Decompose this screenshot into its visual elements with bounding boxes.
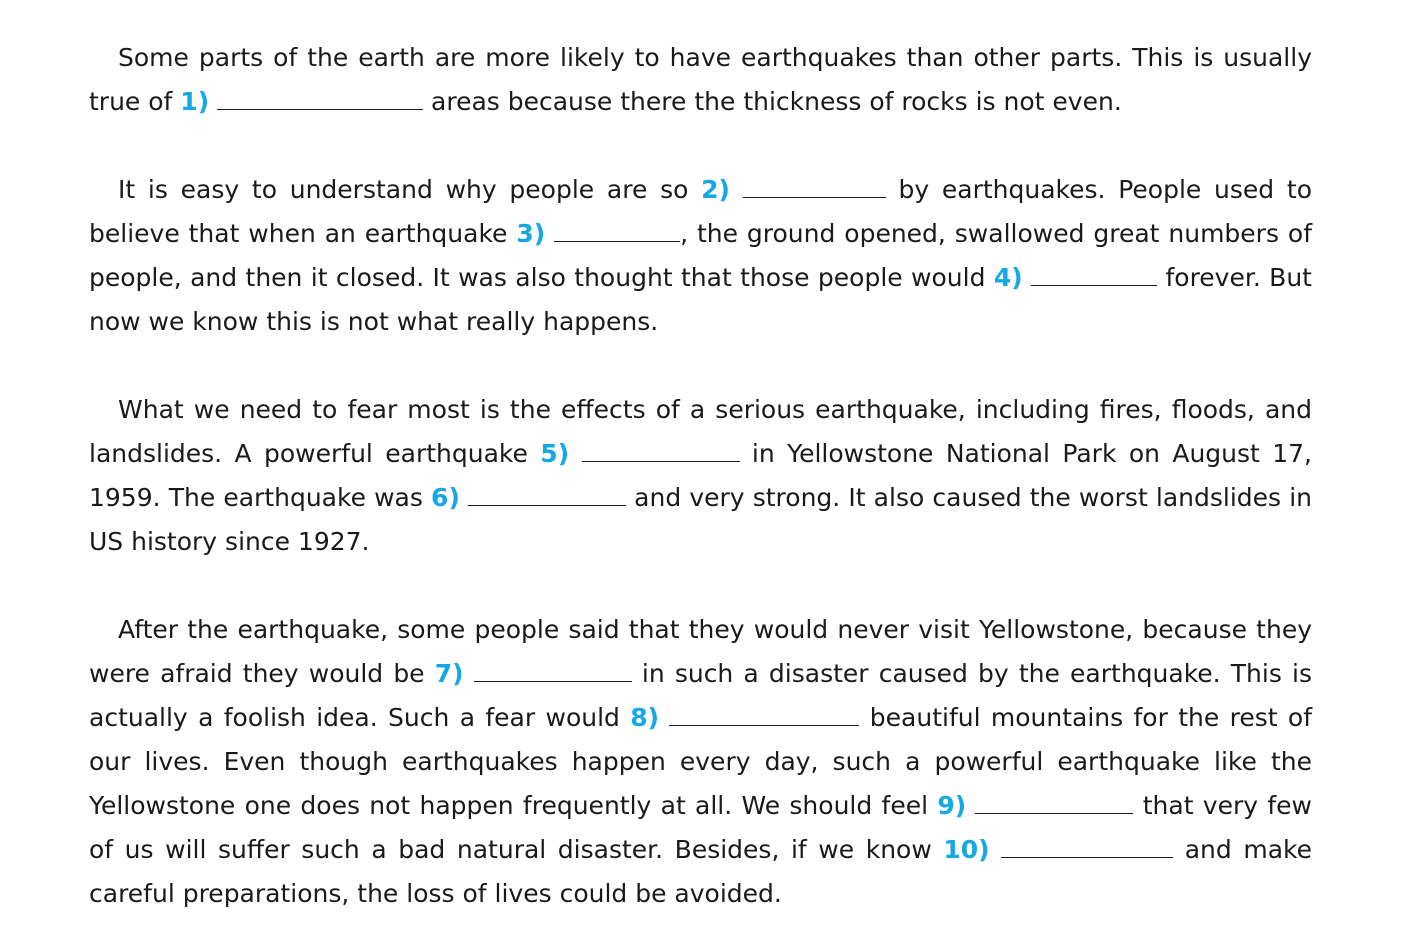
blank-number-4: 4)	[993, 263, 1023, 292]
blank-number-1: 1)	[180, 87, 210, 116]
text-segment: , the ground opened, swallowed great numbers of people, and then it closed. It was also thought that those people would	[89, 219, 1312, 292]
text-segment: in such a disaster caused by the earthquake. This is actually a foolish idea. Such a fear would	[89, 659, 1312, 732]
text-segment: that very few of us will suffer such a bad natural disaster. Besides, if we know	[89, 791, 1312, 864]
text-segment: in Yellowstone National Park on August 17, 1959. The earthquake was	[89, 439, 1312, 512]
blank-4[interactable]	[1031, 266, 1157, 286]
text-segment: It is easy to understand why people are so	[118, 175, 702, 204]
blank-5[interactable]	[582, 442, 740, 462]
text-segment: beautiful mountains for the rest of our lives. Even though earthquakes happen every day, such a powerful earthquake like the Yellowstone one does not happen frequently at all. We should feel	[89, 703, 1312, 820]
text-segment: and make careful preparations, the loss of lives could be avoided.	[89, 835, 1312, 908]
blank-number-9: 9)	[937, 791, 967, 820]
cloze-passage	[89, 36, 1312, 916]
blank-7[interactable]	[474, 662, 632, 682]
blank-10[interactable]	[1001, 838, 1173, 858]
text-segment: forever. But now we know this is not what really happens.	[89, 263, 1312, 336]
text-segment: After the earthquake, some people said that they would never visit Yellowstone, because they were afraid they would be	[89, 615, 1312, 688]
blank-number-7: 7)	[434, 659, 464, 688]
blank-number-3: 3)	[516, 219, 546, 248]
blank-1[interactable]	[217, 90, 423, 110]
blank-8[interactable]	[669, 706, 859, 726]
paragraph-3	[89, 388, 1312, 564]
paragraph-1	[89, 36, 1312, 124]
blank-9[interactable]	[975, 794, 1133, 814]
blank-number-10: 10)	[943, 835, 990, 864]
blank-3[interactable]	[554, 222, 680, 242]
blank-6[interactable]	[468, 486, 626, 506]
text-segment: and very strong. It also caused the worst landslides in US history since 1927.	[89, 483, 1312, 556]
text-segment: areas because there the thickness of rocks is not even.	[423, 87, 1122, 116]
paragraph-4	[89, 608, 1312, 916]
paragraph-2	[89, 168, 1312, 344]
blank-number-6: 6)	[431, 483, 460, 512]
text-segment: What we need to fear most is the effects of a serious earthquake, including fires, floods, and landslides. A powerful earthquake	[89, 395, 1312, 468]
text-segment: by earthquakes. People used to believe that when an earthquake	[89, 175, 1312, 248]
blank-number-2: 2)	[701, 175, 730, 204]
text-segment: Some parts of the earth are more likely to have earthquakes than other parts. This is usually true of	[89, 43, 1312, 116]
blank-2[interactable]	[743, 178, 886, 198]
blank-number-8: 8)	[630, 703, 660, 732]
blank-number-5: 5)	[540, 439, 570, 468]
